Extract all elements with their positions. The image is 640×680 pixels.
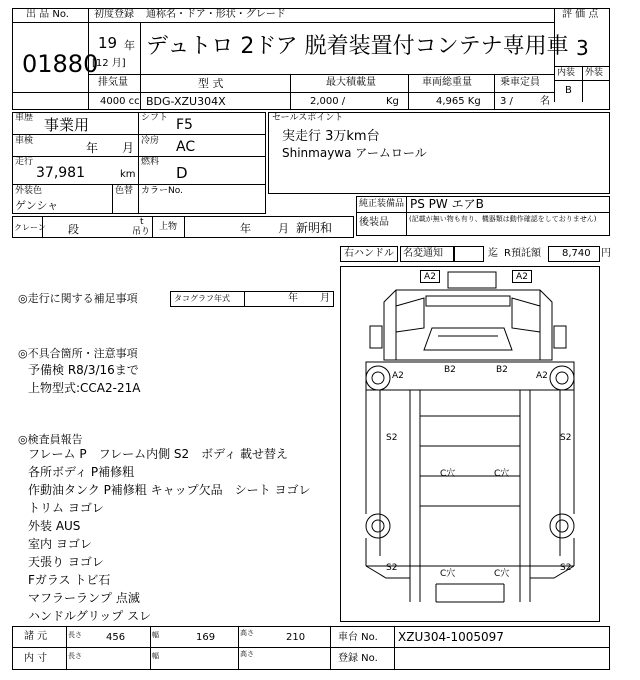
sales-point-2: Shinmaywa アームロール: [282, 146, 427, 160]
equipment: PS PW エアB: [410, 197, 484, 211]
handle: 右ハンドル: [344, 248, 394, 259]
inner-height-label: 高さ: [240, 650, 254, 658]
report-line: 作動油タンク P補修粗 キャップ欠品 シート ヨゴレ: [28, 483, 311, 497]
max-load-unit: Kg: [386, 96, 399, 107]
upper-maker: 新明和: [296, 221, 333, 235]
damage-mark-c-hole-right: C穴: [494, 469, 510, 479]
recycle-label: R預託額: [504, 248, 541, 259]
name-change-value-box: [454, 246, 484, 262]
damage-mark-s2-left-upper: S2: [386, 433, 398, 443]
report-line: Fガラス トビ石: [28, 573, 111, 587]
inspection-label: 車検: [15, 136, 34, 146]
displacement-label: 排気量: [98, 77, 128, 88]
inspection-year: 年: [86, 141, 99, 155]
history-label: 車歴: [15, 113, 34, 123]
damage-mark-c-hole-bottom-right: C穴: [494, 569, 510, 579]
damage-mark-s2-right-upper: S2: [560, 433, 572, 443]
lot-no-label: 出 品 No.: [26, 9, 69, 20]
model: BDG-XZU304X: [146, 95, 226, 108]
damage-mark-a2-top-right: A2: [512, 270, 532, 283]
tacho-month: 月: [320, 293, 330, 304]
width: 169: [196, 632, 216, 643]
vehicle-name: デュトロ 2ドア 脱着装置付コンテナ専用車: [146, 34, 569, 59]
name-change-label: 名変通知: [403, 248, 443, 259]
damage-mark-a2-right: A2: [536, 371, 548, 381]
upper-label: 上物: [159, 222, 178, 232]
damage-mark-b2-right: B2: [496, 365, 508, 375]
crane-tsuri: 吊り: [132, 227, 151, 237]
history: 事業用: [44, 116, 90, 134]
damage-mark-s2-left-lower: S2: [386, 563, 398, 573]
report-line: トリム ヨゴレ: [28, 501, 104, 515]
ac: AC: [176, 139, 196, 155]
ac-label: 冷房: [141, 136, 160, 146]
damage-mark-c-hole-bottom-left: C穴: [440, 569, 456, 579]
color-change-label: 色替: [115, 186, 134, 196]
grade-label: 評 価 点: [562, 9, 599, 20]
inner-label: 内 寸: [24, 653, 48, 664]
defect-1: 予備検 R8/3/16まで: [28, 363, 139, 377]
interior-grade: B: [565, 85, 572, 96]
grade-value: 3: [576, 36, 589, 60]
color-label: 外装色: [15, 186, 43, 196]
name-label: 通称名・ドア・形状・グレード: [146, 9, 286, 20]
first-reg-year: 19: [98, 34, 118, 52]
shift-label: シフト: [141, 113, 169, 123]
crane-dan: 段: [68, 223, 79, 236]
sales-point-label: セールスポイント: [272, 113, 344, 123]
width-label: 幅: [152, 631, 159, 639]
inspector-label: ◎検査員報告: [18, 433, 83, 446]
chassis: XZU304-1005097: [398, 630, 504, 644]
footer-frame: [12, 626, 610, 670]
year-unit: 年: [124, 39, 135, 52]
first-reg-month: [12 月]: [92, 58, 126, 69]
defects-label: ◎不具合箇所・注意事項: [18, 347, 138, 360]
mileage-label: 走行: [15, 157, 34, 167]
exterior-label: 外装: [585, 68, 604, 78]
model-label: 型 式: [198, 77, 224, 90]
crane-t: t: [140, 217, 144, 227]
max-load: 2,000 /: [310, 96, 346, 107]
damage-mark-b2-left: B2: [444, 365, 456, 375]
recycle-unit: 円: [601, 248, 611, 259]
damage-mark-a2-top-left: A2: [420, 270, 440, 283]
upper-year: 年: [240, 222, 251, 235]
damage-mark-s2-right-lower: S2: [560, 563, 572, 573]
inner-length-label: 長さ: [68, 652, 82, 660]
max-load-label: 最大積載量: [326, 77, 376, 88]
sales-point-1: 実走行 3万km台: [282, 129, 380, 144]
gross-weight: 4,965 Kg: [436, 96, 481, 107]
interior-label: 内装: [557, 68, 576, 78]
aftermarket-label: 後装品: [359, 217, 389, 228]
displacement: 4000 cc: [100, 96, 140, 107]
shift: F5: [176, 117, 193, 133]
driving-label: ◎走行に関する補足事項: [18, 292, 138, 305]
report-line: マフラーランプ 点滅: [28, 591, 140, 605]
capacity: 3 /: [500, 96, 513, 107]
recycle-amount: 8,740: [562, 248, 591, 259]
inner-width-label: 幅: [152, 652, 159, 660]
fuel-label: 燃料: [141, 157, 160, 167]
length-label: 長さ: [68, 631, 82, 639]
lot-no: 01880: [22, 50, 99, 78]
upper-month: 月: [278, 222, 289, 235]
report-line: 天張り ヨゴレ: [28, 555, 104, 569]
gross-weight-label: 車両総重量: [422, 77, 472, 88]
chassis-label: 車台 No.: [338, 632, 378, 643]
inspection-month: 月: [122, 141, 135, 155]
height-label: 高さ: [240, 629, 254, 637]
report-line: 各所ボディ P補修粗: [28, 465, 135, 479]
tacho-year: 年: [288, 293, 298, 304]
report-line: フレーム P フレーム内側 S2 ボディ 載せ替え: [28, 447, 289, 461]
first-reg-label: 初度登録: [94, 9, 134, 20]
mileage-unit: km: [120, 169, 136, 180]
length: 456: [106, 632, 126, 643]
color-no-label: カラーNo.: [141, 186, 183, 196]
height: 210: [286, 632, 306, 643]
report-line: ハンドルグリップ スレ: [28, 609, 152, 623]
equipment-label: 純正装備品: [359, 199, 405, 209]
repair-label: 迄: [488, 248, 498, 259]
capacity-label: 乗車定員: [500, 77, 540, 88]
spec-label: 諸 元: [24, 631, 48, 642]
mileage: 37,981: [36, 165, 85, 181]
damage-mark-c-hole-left: C穴: [440, 469, 456, 479]
damage-mark-a2-left: A2: [392, 371, 404, 381]
reg-label: 登録 No.: [338, 653, 378, 664]
report-line: 外装 AUS: [28, 519, 81, 533]
tacho-label: タコグラフ年式: [174, 294, 230, 303]
color: ゲンシャ: [15, 199, 59, 212]
fuel: D: [176, 164, 188, 182]
crane-label: クレーン: [14, 223, 46, 232]
capacity-unit: 名: [540, 96, 550, 107]
defect-2: 上物型式:CCA2-21A: [28, 381, 141, 395]
aftermarket-note: (記載が無い物も有り、機器類は動作確認をしておりません): [409, 215, 597, 223]
report-line: 室内 ヨゴレ: [28, 537, 92, 551]
